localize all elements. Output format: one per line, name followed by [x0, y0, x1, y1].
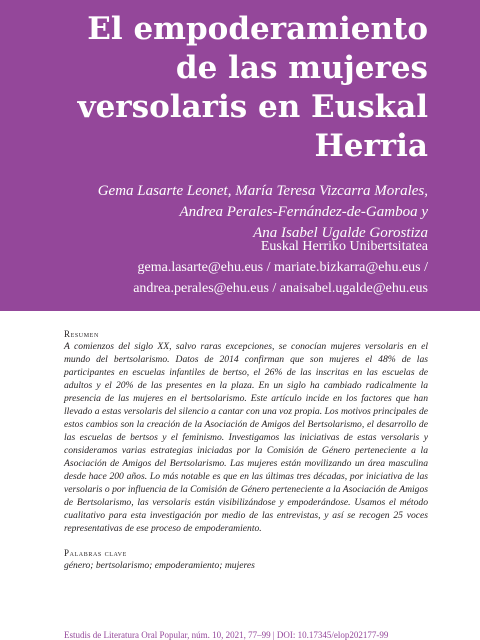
title-line: de las mujeres — [175, 50, 428, 86]
email-line: gema.lasarte@ehu.eus / mariate.bizkarra@ehu.eus / — [137, 260, 428, 275]
journal-citation: Estudis de Literatura Oral Popular, núm. 10, 2021, 77–99 | DOI: 10.17345/elop202177-99 — [64, 630, 389, 640]
author-line: Andrea Perales-Fernández-de-Gamboa y — [179, 204, 428, 220]
abstract-label: Resumen — [64, 329, 99, 339]
email-line: andrea.perales@ehu.eus / anaisabel.ugalde@ehu.eus — [133, 281, 428, 296]
author-line: Gema Lasarte Leonet, María Teresa Vizcarra Morales, — [97, 183, 428, 199]
title-line: El empoderamiento — [87, 11, 428, 47]
title-line: versolaris en Euskal — [77, 89, 428, 125]
abstract-section — [64, 328, 428, 572]
author-line: Ana Isabel Ugalde Gorostiza — [253, 225, 428, 241]
keywords-text: género; bertsolarismo; empoderamiento; mujeres — [64, 560, 255, 571]
article-header — [0, 0, 480, 311]
affiliation: Euskal Herriko Unibertsitatea — [260, 239, 428, 254]
affiliation-block — [133, 236, 428, 299]
author-list — [98, 181, 428, 244]
keywords-label: Palabras clave — [64, 548, 127, 558]
title-line: Herria — [314, 128, 428, 164]
abstract-text: A comienzos del siglo XX, salvo raras excepciones, se conocían mujeres versolaris en el mundo del bertsolarismo. Datos de 2014 confirman que son mujeres el 48% de las participantes en escuelas infantiles de bertso, el 26% de las inscritas en las escuelas de adultos y el 20% de las presentes en la plaza. En un siglo ha cambiado radicalmente la presencia de las mujeres en el bertsolarismo. Este artículo incide en los factores que han llevado a estas versolaris del silencio a cantar con una voz propia. Los motivos principales de estos cambios son la creación de la Asociación de Amigos del Bertsolarismo, el desarrollo de las escuelas de bertsos y el feminismo. Investigamos las iniciativas de estas versolaris y consideramos varias estrategias iniciadas por la Comisión de Género perteneciente a la Asociación de Amigos del Bertsolarismo. Las mujeres están movilizando un área masculina desde hace 200 años. Lo más notable es que en las últimas tres décadas, por iniciativa de las versolaris o por influencia de la Comisión de Género perteneciente a la Asociación de Amigos de Bertsolarismo, las versolaris están visibilizándose y empoderándose. Usamos el método cualitativo para esta investigación por medio de las entrevistas, y así se recogen 25 voces representativas de ese proceso de empoderamiento. — [64, 341, 428, 534]
article-title — [78, 10, 428, 166]
